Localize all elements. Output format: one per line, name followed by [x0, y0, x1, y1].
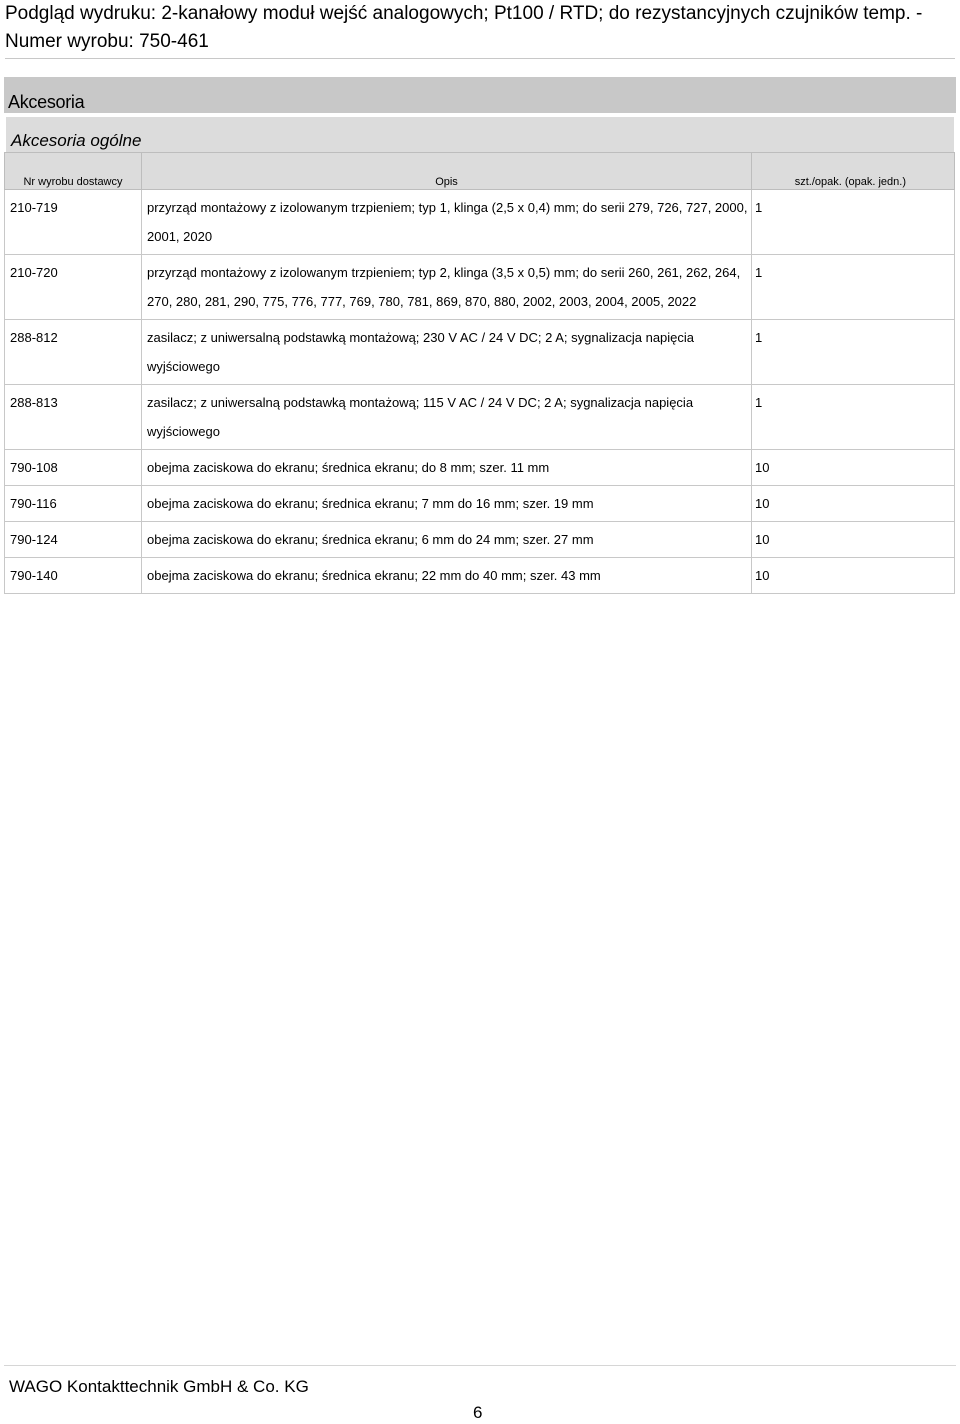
- table-row: [5, 255, 955, 320]
- footer-company-name: WAGO Kontakttechnik GmbH & Co. KG: [9, 1377, 309, 1396]
- column-header-opis: Opis: [142, 153, 752, 190]
- cell-desc: zasilacz; z uniwersalną podstawką montażową; 115 V AC / 24 V DC; 2 A; sygnalizacja napięcia wyjściowego: [142, 385, 752, 450]
- cell-qty: 1: [752, 385, 955, 450]
- cell-desc: przyrząd montażowy z izolowanym trzpieniem; typ 1, klinga (2,5 x 0,4) mm; do serii 279, 726, 727, 2000, 2001, 2020: [142, 190, 752, 255]
- cell-nr: 288-813: [5, 385, 142, 450]
- column-header-nr: Nr wyrobu dostawcy: [5, 153, 142, 190]
- footer-page-number: 6: [473, 1403, 483, 1422]
- section-header-akcesoria: Akcesoria: [4, 77, 956, 113]
- column-header-qty: szt./opak. (opak. jedn.): [752, 153, 955, 190]
- subsection-header-akcesoria-ogolne: Akcesoria ogólne: [6, 117, 954, 153]
- cell-qty: 1: [752, 255, 955, 320]
- table-row: [5, 320, 955, 385]
- table-row: [5, 385, 955, 450]
- cell-nr: 210-719: [5, 190, 142, 255]
- cell-qty: 10: [752, 450, 955, 486]
- cell-nr: 790-116: [5, 486, 142, 522]
- table-row: [5, 558, 955, 594]
- cell-desc: obejma zaciskowa do ekranu; średnica ekranu; 7 mm do 16 mm; szer. 19 mm: [142, 486, 752, 522]
- accessories-table: [4, 152, 955, 594]
- cell-qty: 10: [752, 558, 955, 594]
- cell-desc: obejma zaciskowa do ekranu; średnica ekranu; 6 mm do 24 mm; szer. 27 mm: [142, 522, 752, 558]
- page-title: Podgląd wydruku: 2-kanałowy moduł wejść analogowych; Pt100 / RTD; do rezystancyjnych czujników temp. - Numer wyrobu: 750-461: [5, 0, 955, 59]
- cell-nr: 210-720: [5, 255, 142, 320]
- cell-desc: obejma zaciskowa do ekranu; średnica ekranu; 22 mm do 40 mm; szer. 43 mm: [142, 558, 752, 594]
- table-row: [5, 190, 955, 255]
- cell-qty: 1: [752, 320, 955, 385]
- cell-nr: 790-124: [5, 522, 142, 558]
- table-header-row: [5, 153, 955, 190]
- cell-desc: zasilacz; z uniwersalną podstawką montażową; 230 V AC / 24 V DC; 2 A; sygnalizacja napięcia wyjściowego: [142, 320, 752, 385]
- cell-qty: 10: [752, 486, 955, 522]
- cell-nr: 288-812: [5, 320, 142, 385]
- cell-nr: 790-108: [5, 450, 142, 486]
- table-row: [5, 486, 955, 522]
- table-row: [5, 522, 955, 558]
- table-row: [5, 450, 955, 486]
- cell-qty: 10: [752, 522, 955, 558]
- cell-desc: przyrząd montażowy z izolowanym trzpieniem; typ 2, klinga (3,5 x 0,5) mm; do serii 260, 261, 262, 264, 270, 280, 281, 290, 775, 776, 777, 769, 780, 781, 869, 870, 880, 2002, 2003, 2004, 2005, 2022: [142, 255, 752, 320]
- cell-qty: 1: [752, 190, 955, 255]
- cell-desc: obejma zaciskowa do ekranu; średnica ekranu; do 8 mm; szer. 11 mm: [142, 450, 752, 486]
- cell-nr: 790-140: [5, 558, 142, 594]
- footer-divider: [4, 1365, 956, 1366]
